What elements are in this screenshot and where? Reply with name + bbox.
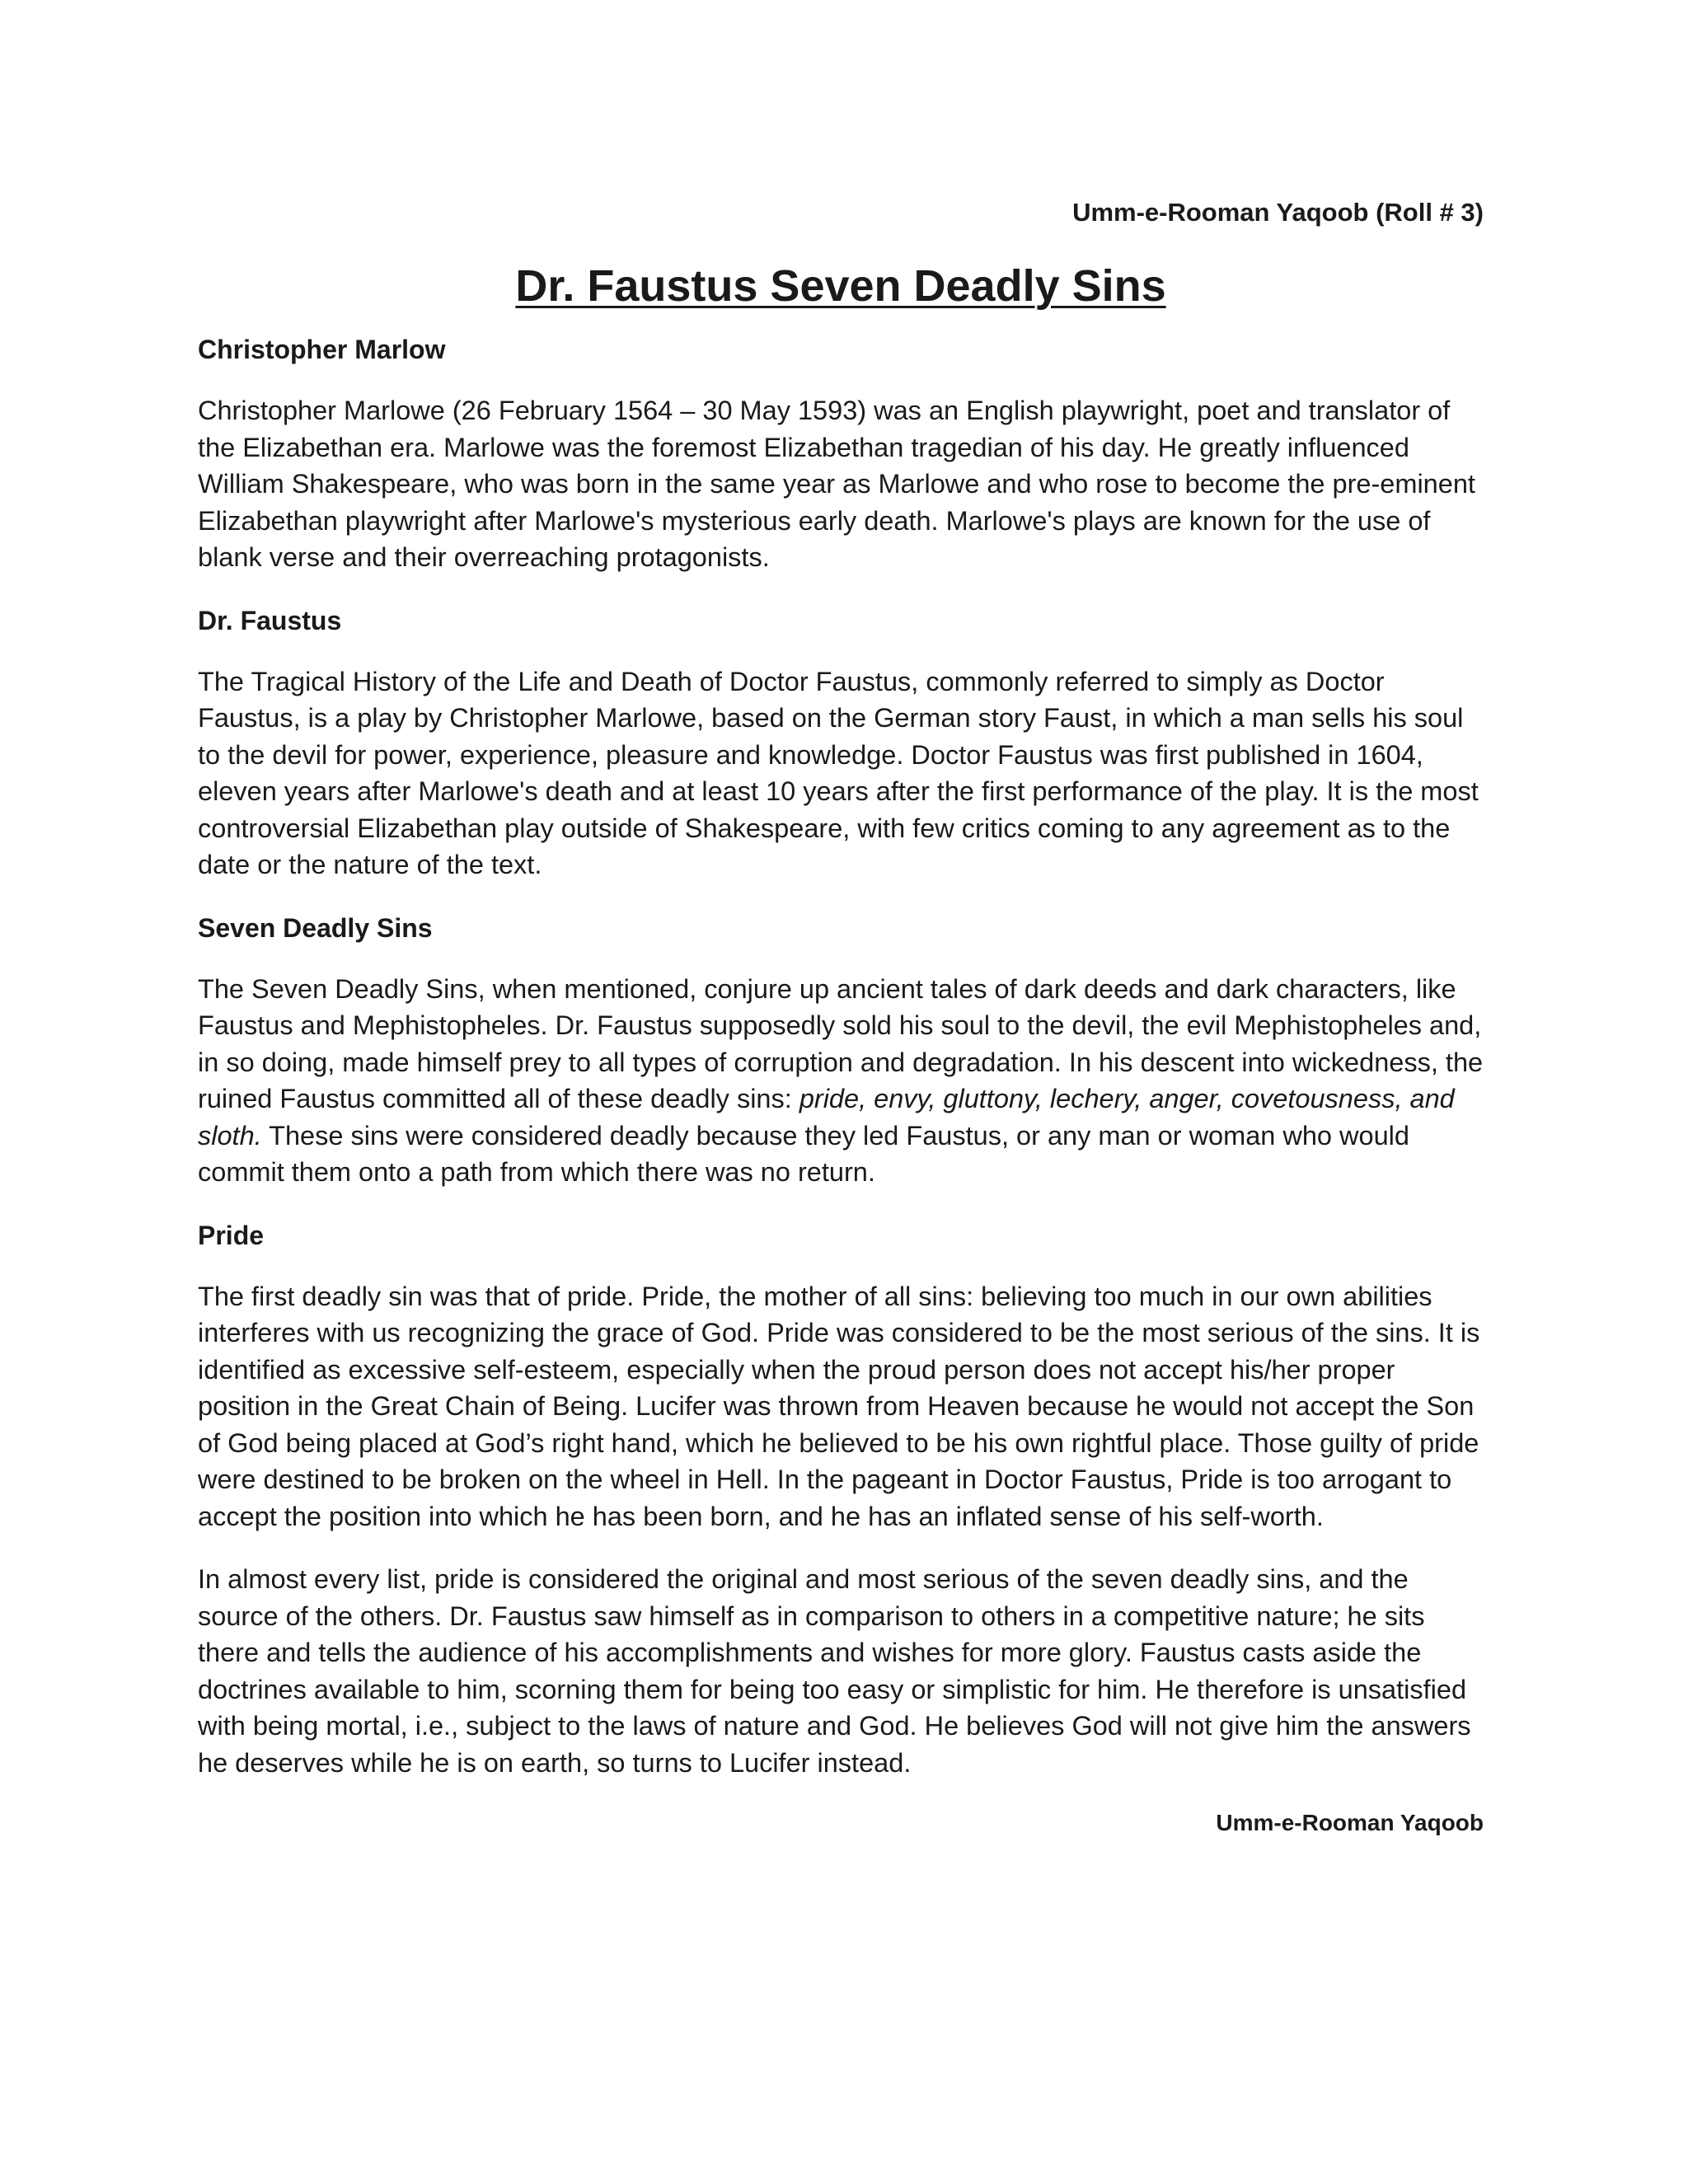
document-page <box>198 196 1484 1839</box>
footer-signature: Umm-e-Rooman Yaqoob <box>1216 1810 1484 1835</box>
section-heading-marlow: Christopher Marlow <box>198 335 446 364</box>
author-line: Umm-e-Rooman Yaqoob (Roll # 3) <box>1072 198 1484 227</box>
section-heading-faustus: Dr. Faustus <box>198 605 342 635</box>
paragraph-marlow-bio: Christopher Marlowe (26 February 1564 – 30 May 1593) was an English playwright, poet and translator of the Elizabethan era. Marlowe was the foremost Elizabethan tragedian of his day. He greatly influenced William Shakespeare, who was born in the same year as Marlowe and who rose to become the pre-eminent Elizabethan playwright after Marlowe's mysterious early death. Marlowe's plays are known for the use of blank verse and their overreaching protagonists. <box>198 396 1475 572</box>
seven-sins-text-start: The Seven Deadly Sins, when mentioned, conjure up ancient tales of dark deeds and dark characters, like Faustus and Mephistopheles. Dr. Faustus supposedly sold his soul to the devil, the evil Mephistopheles and, in so doing, made himself prey to all types of corruption and degradation. In his descent into wickedness, the ruined Faustus committed all of these deadly sins: <box>198 973 1484 1113</box>
paragraph-pride-1: The first deadly sin was that of pride. Pride, the mother of all sins: believing too much in our own abilities interferes with us recognizing the grace of God. Pride was considered to be the most serious of the sins. It is identified as excessive self-esteem, especially when the proud person does not accept his/her proper position in the Great Chain of Being. Lucifer was thrown from Heaven because he would not accept the Son of God being placed at God’s right hand, which he believed to be his own rightful place. Those guilty of pride were destined to be broken on the wheel in Hell. In the pageant in Doctor Faustus, Pride is too arrogant to accept the position into which he has been born, and he has an inflated sense of his self-worth. <box>198 1281 1480 1531</box>
paragraph-seven-sins <box>198 971 1484 1191</box>
document-title: Dr. Faustus Seven Deadly Sins <box>515 261 1166 311</box>
sins-list-italic: pride, envy, gluttony, lechery, anger, covetousness, and sloth. <box>198 1084 1455 1151</box>
section-heading-pride: Pride <box>198 1220 265 1250</box>
paragraph-pride-2: In almost every list, pride is considered the original and most serious of the seven deadly sins, and the source of the others. Dr. Faustus saw himself as in comparison to others in a competitive nature; he sits there and tells the audience of his accomplishments and wishes for more glory. Faustus casts aside the doctrines available to him, scorning them for being too easy or simplistic for him. He therefore is unsatisfied with being mortal, i.e., subject to the laws of nature and God. He believes God will not give him the answers he deserves while he is on earth, so turns to Lucifer instead. <box>198 1564 1471 1778</box>
seven-sins-text-end: These sins were considered deadly because they led Faustus, or any man or woman who would commit them onto a path from which there was no return. <box>198 1120 1409 1187</box>
paragraph-faustus-play: The Tragical History of the Life and Death of Doctor Faustus, commonly referred to simply as Doctor Faustus, is a play by Christopher Marlowe, based on the German story Faust, in which a man sells his soul to the devil for power, experience, pleasure and knowledge. Doctor Faustus was first published in 1604, eleven years after Marlowe's death and at least 10 years after the first performance of the play. It is the most controversial Elizabethan play outside of Shakespeare, with few critics coming to any agreement as to the date or the nature of the text. <box>198 666 1479 879</box>
section-heading-seven-sins: Seven Deadly Sins <box>198 912 433 943</box>
